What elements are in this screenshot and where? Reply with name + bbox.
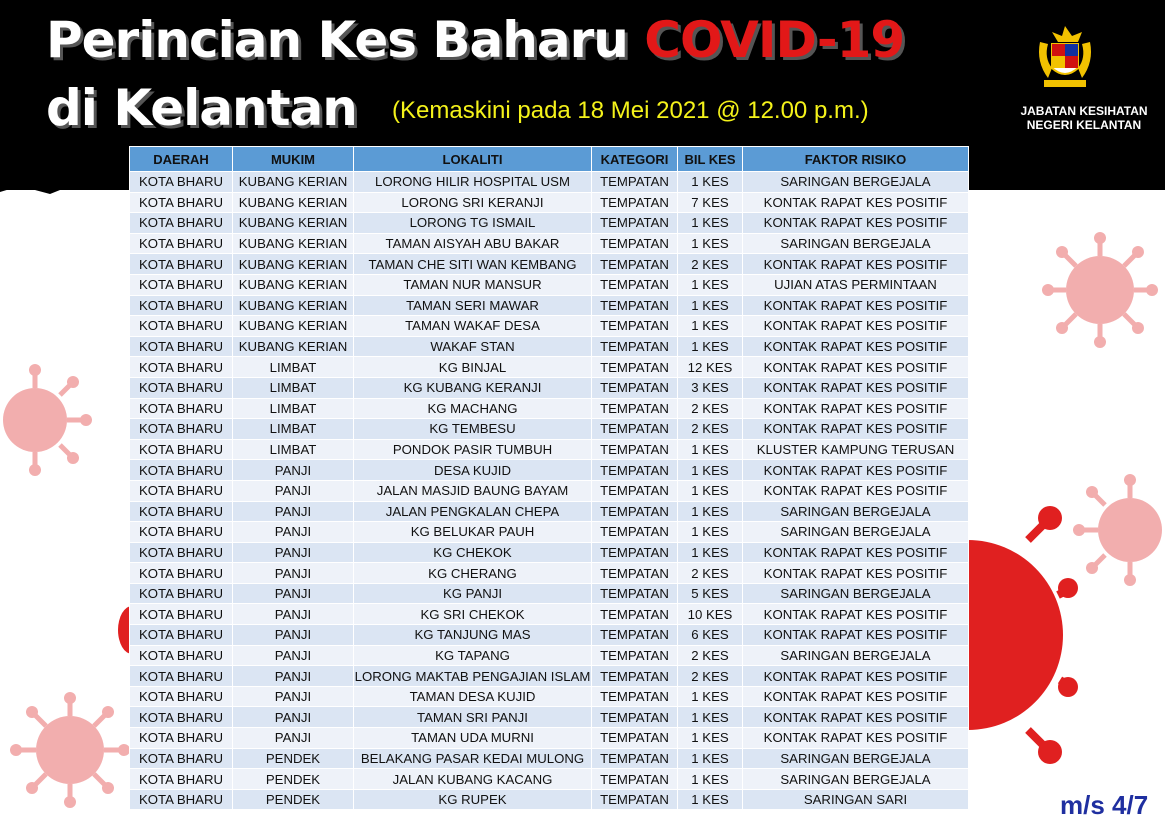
cell-mukim: PANJI	[233, 460, 354, 481]
table-body	[130, 172, 969, 810]
cell-mukim: KUBANG KERIAN	[233, 336, 354, 357]
table-row	[130, 295, 969, 316]
cell-daerah: KOTA BHARU	[130, 789, 233, 810]
cell-mukim: PENDEK	[233, 789, 354, 810]
virus-icon	[0, 690, 135, 810]
cell-bil-kes: 2 KES	[678, 666, 743, 687]
table-row	[130, 728, 969, 749]
cell-mukim: PANJI	[233, 583, 354, 604]
cell-bil-kes: 1 KES	[678, 789, 743, 810]
cell-kategori: TEMPATAN	[592, 316, 678, 337]
cell-mukim: PANJI	[233, 686, 354, 707]
cell-lokaliti: LORONG TG ISMAIL	[354, 213, 592, 234]
cell-bil-kes: 1 KES	[678, 748, 743, 769]
cell-kategori: TEMPATAN	[592, 563, 678, 584]
cell-kategori: TEMPATAN	[592, 625, 678, 646]
cell-mukim: PANJI	[233, 645, 354, 666]
cell-mukim: PANJI	[233, 563, 354, 584]
cell-lokaliti: KG BINJAL	[354, 357, 592, 378]
cell-daerah: KOTA BHARU	[130, 233, 233, 254]
cell-mukim: PENDEK	[233, 769, 354, 790]
cell-mukim: KUBANG KERIAN	[233, 316, 354, 337]
cell-mukim: KUBANG KERIAN	[233, 274, 354, 295]
cell-kategori: TEMPATAN	[592, 419, 678, 440]
cell-faktor-risiko: SARINGAN BERGEJALA	[743, 645, 969, 666]
table-row	[130, 522, 969, 543]
cell-bil-kes: 1 KES	[678, 439, 743, 460]
cell-daerah: KOTA BHARU	[130, 728, 233, 749]
coat-of-arms-icon	[1030, 22, 1100, 92]
cell-daerah: KOTA BHARU	[130, 769, 233, 790]
virus-icon	[0, 360, 95, 480]
cell-kategori: TEMPATAN	[592, 233, 678, 254]
cell-daerah: KOTA BHARU	[130, 542, 233, 563]
cell-mukim: PANJI	[233, 480, 354, 501]
cell-lokaliti: KG SRI CHEKOK	[354, 604, 592, 625]
cell-lokaliti: KG TAPANG	[354, 645, 592, 666]
cell-faktor-risiko: SARINGAN BERGEJALA	[743, 233, 969, 254]
page-title	[46, 12, 904, 68]
cell-bil-kes: 1 KES	[678, 707, 743, 728]
table-row	[130, 192, 969, 213]
cell-mukim: KUBANG KERIAN	[233, 254, 354, 275]
table-row	[130, 707, 969, 728]
cell-lokaliti: KG MACHANG	[354, 398, 592, 419]
table-header-row	[130, 147, 969, 172]
cell-faktor-risiko: KONTAK RAPAT KES POSITIF	[743, 316, 969, 337]
cell-bil-kes: 12 KES	[678, 357, 743, 378]
cell-lokaliti: JALAN KUBANG KACANG	[354, 769, 592, 790]
cell-faktor-risiko: KONTAK RAPAT KES POSITIF	[743, 192, 969, 213]
cell-lokaliti: JALAN PENGKALAN CHEPA	[354, 501, 592, 522]
cell-bil-kes: 1 KES	[678, 501, 743, 522]
cell-bil-kes: 1 KES	[678, 172, 743, 193]
cell-faktor-risiko: KONTAK RAPAT KES POSITIF	[743, 728, 969, 749]
cell-mukim: PANJI	[233, 728, 354, 749]
cell-daerah: KOTA BHARU	[130, 439, 233, 460]
cell-bil-kes: 5 KES	[678, 583, 743, 604]
cell-lokaliti: LORONG SRI KERANJI	[354, 192, 592, 213]
table-row	[130, 789, 969, 810]
cell-bil-kes: 1 KES	[678, 686, 743, 707]
cell-daerah: KOTA BHARU	[130, 460, 233, 481]
col-header-mukim: MUKIM	[233, 147, 354, 172]
cell-faktor-risiko: KONTAK RAPAT KES POSITIF	[743, 604, 969, 625]
cell-faktor-risiko: KONTAK RAPAT KES POSITIF	[743, 707, 969, 728]
cell-mukim: LIMBAT	[233, 398, 354, 419]
cell-kategori: TEMPATAN	[592, 172, 678, 193]
cell-kategori: TEMPATAN	[592, 501, 678, 522]
cell-mukim: KUBANG KERIAN	[233, 213, 354, 234]
cell-lokaliti: KG TEMBESU	[354, 419, 592, 440]
cell-daerah: KOTA BHARU	[130, 666, 233, 687]
cell-mukim: KUBANG KERIAN	[233, 172, 354, 193]
table-row	[130, 460, 969, 481]
cell-lokaliti: KG BELUKAR PAUH	[354, 522, 592, 543]
cell-faktor-risiko: UJIAN ATAS PERMINTAAN	[743, 274, 969, 295]
cell-kategori: TEMPATAN	[592, 274, 678, 295]
cell-kategori: TEMPATAN	[592, 357, 678, 378]
cell-daerah: KOTA BHARU	[130, 604, 233, 625]
cell-bil-kes: 1 KES	[678, 542, 743, 563]
cell-faktor-risiko: SARINGAN BERGEJALA	[743, 172, 969, 193]
table-row	[130, 213, 969, 234]
cell-kategori: TEMPATAN	[592, 707, 678, 728]
cell-mukim: LIMBAT	[233, 439, 354, 460]
cell-lokaliti: DESA KUJID	[354, 460, 592, 481]
cell-bil-kes: 2 KES	[678, 419, 743, 440]
table-row	[130, 357, 969, 378]
cell-daerah: KOTA BHARU	[130, 645, 233, 666]
cell-lokaliti: LORONG MAKTAB PENGAJIAN ISLAM	[354, 666, 592, 687]
cases-table-container	[129, 146, 968, 810]
cell-kategori: TEMPATAN	[592, 542, 678, 563]
cell-bil-kes: 1 KES	[678, 336, 743, 357]
cell-daerah: KOTA BHARU	[130, 583, 233, 604]
table-row	[130, 769, 969, 790]
cell-kategori: TEMPATAN	[592, 460, 678, 481]
cell-bil-kes: 1 KES	[678, 316, 743, 337]
table-row	[130, 686, 969, 707]
cell-daerah: KOTA BHARU	[130, 563, 233, 584]
table-row	[130, 377, 969, 398]
cell-bil-kes: 7 KES	[678, 192, 743, 213]
virus-icon	[1040, 230, 1160, 350]
title-line2: di Kelantan	[46, 79, 357, 137]
cell-faktor-risiko: KONTAK RAPAT KES POSITIF	[743, 336, 969, 357]
col-header-kategori: KATEGORI	[592, 147, 678, 172]
cell-lokaliti: TAMAN CHE SITI WAN KEMBANG	[354, 254, 592, 275]
cell-kategori: TEMPATAN	[592, 728, 678, 749]
title-part1: Perincian Kes Baharu	[46, 11, 628, 69]
cell-faktor-risiko: KONTAK RAPAT KES POSITIF	[743, 686, 969, 707]
cell-faktor-risiko: KONTAK RAPAT KES POSITIF	[743, 398, 969, 419]
table-row	[130, 398, 969, 419]
cell-kategori: TEMPATAN	[592, 583, 678, 604]
table-row	[130, 583, 969, 604]
cell-kategori: TEMPATAN	[592, 748, 678, 769]
cell-faktor-risiko: SARINGAN BERGEJALA	[743, 583, 969, 604]
col-header-lokaliti: LOKALITI	[354, 147, 592, 172]
cell-bil-kes: 1 KES	[678, 728, 743, 749]
cell-faktor-risiko: KONTAK RAPAT KES POSITIF	[743, 460, 969, 481]
table-row	[130, 316, 969, 337]
cell-bil-kes: 1 KES	[678, 522, 743, 543]
cell-kategori: TEMPATAN	[592, 192, 678, 213]
cell-daerah: KOTA BHARU	[130, 336, 233, 357]
cell-daerah: KOTA BHARU	[130, 213, 233, 234]
virus-icon	[968, 500, 1078, 770]
cell-daerah: KOTA BHARU	[130, 419, 233, 440]
cell-kategori: TEMPATAN	[592, 439, 678, 460]
cell-faktor-risiko: KONTAK RAPAT KES POSITIF	[743, 377, 969, 398]
cell-daerah: KOTA BHARU	[130, 295, 233, 316]
cell-faktor-risiko: KONTAK RAPAT KES POSITIF	[743, 666, 969, 687]
table-row	[130, 625, 969, 646]
cell-mukim: PANJI	[233, 666, 354, 687]
cell-kategori: TEMPATAN	[592, 254, 678, 275]
table-row	[130, 480, 969, 501]
cell-kategori: TEMPATAN	[592, 336, 678, 357]
cell-daerah: KOTA BHARU	[130, 522, 233, 543]
col-header-daerah: DAERAH	[130, 147, 233, 172]
cell-kategori: TEMPATAN	[592, 645, 678, 666]
table-row	[130, 419, 969, 440]
cell-bil-kes: 1 KES	[678, 274, 743, 295]
cell-mukim: PANJI	[233, 707, 354, 728]
update-note: (Kemaskini pada 18 Mei 2021 @ 12.00 p.m.)	[392, 97, 869, 124]
cell-bil-kes: 1 KES	[678, 295, 743, 316]
cell-mukim: KUBANG KERIAN	[233, 295, 354, 316]
cell-mukim: PANJI	[233, 542, 354, 563]
table-row	[130, 645, 969, 666]
cell-faktor-risiko: SARINGAN BERGEJALA	[743, 522, 969, 543]
cell-kategori: TEMPATAN	[592, 377, 678, 398]
agency-line1: JABATAN KESIHATAN	[1020, 104, 1148, 118]
cell-lokaliti: KG CHEKOK	[354, 542, 592, 563]
cell-daerah: KOTA BHARU	[130, 377, 233, 398]
cell-lokaliti: TAMAN UDA MURNI	[354, 728, 592, 749]
cell-lokaliti: LORONG HILIR HOSPITAL USM	[354, 172, 592, 193]
cell-mukim: KUBANG KERIAN	[233, 192, 354, 213]
cell-bil-kes: 1 KES	[678, 769, 743, 790]
cell-daerah: KOTA BHARU	[130, 501, 233, 522]
cell-faktor-risiko: KONTAK RAPAT KES POSITIF	[743, 563, 969, 584]
table-row	[130, 542, 969, 563]
cell-bil-kes: 2 KES	[678, 645, 743, 666]
cell-lokaliti: KG RUPEK	[354, 789, 592, 810]
cell-faktor-risiko: KONTAK RAPAT KES POSITIF	[743, 357, 969, 378]
cell-mukim: PANJI	[233, 604, 354, 625]
cell-bil-kes: 1 KES	[678, 213, 743, 234]
col-header-bil-kes: BIL KES	[678, 147, 743, 172]
cell-lokaliti: TAMAN WAKAF DESA	[354, 316, 592, 337]
cell-faktor-risiko: SARINGAN BERGEJALA	[743, 748, 969, 769]
cell-daerah: KOTA BHARU	[130, 192, 233, 213]
cell-daerah: KOTA BHARU	[130, 686, 233, 707]
cell-faktor-risiko: SARINGAN BERGEJALA	[743, 769, 969, 790]
cell-mukim: PENDEK	[233, 748, 354, 769]
cell-mukim: PANJI	[233, 522, 354, 543]
cell-lokaliti: TAMAN DESA KUJID	[354, 686, 592, 707]
agency-line2: NEGERI KELANTAN	[1026, 118, 1142, 132]
cell-kategori: TEMPATAN	[592, 769, 678, 790]
cell-mukim: LIMBAT	[233, 377, 354, 398]
table-row	[130, 501, 969, 522]
cell-bil-kes: 1 KES	[678, 480, 743, 501]
cell-kategori: TEMPATAN	[592, 604, 678, 625]
table-row	[130, 172, 969, 193]
cell-kategori: TEMPATAN	[592, 686, 678, 707]
cell-lokaliti: JALAN MASJID BAUNG BAYAM	[354, 480, 592, 501]
cell-faktor-risiko: KONTAK RAPAT KES POSITIF	[743, 213, 969, 234]
table-row	[130, 336, 969, 357]
cell-kategori: TEMPATAN	[592, 213, 678, 234]
cell-faktor-risiko: SARINGAN SARI	[743, 789, 969, 810]
cell-kategori: TEMPATAN	[592, 522, 678, 543]
agency-name	[1010, 104, 1158, 132]
cell-lokaliti: TAMAN SRI PANJI	[354, 707, 592, 728]
table-row	[130, 439, 969, 460]
cell-faktor-risiko: KLUSTER KAMPUNG TERUSAN	[743, 439, 969, 460]
cell-faktor-risiko: KONTAK RAPAT KES POSITIF	[743, 625, 969, 646]
cell-kategori: TEMPATAN	[592, 480, 678, 501]
col-header-faktor-risiko: FAKTOR RISIKO	[743, 147, 969, 172]
cell-lokaliti: TAMAN NUR MANSUR	[354, 274, 592, 295]
cell-lokaliti: KG TANJUNG MAS	[354, 625, 592, 646]
table-row	[130, 604, 969, 625]
cell-kategori: TEMPATAN	[592, 398, 678, 419]
cell-lokaliti: KG KUBANG KERANJI	[354, 377, 592, 398]
cell-daerah: KOTA BHARU	[130, 707, 233, 728]
cell-bil-kes: 3 KES	[678, 377, 743, 398]
cell-daerah: KOTA BHARU	[130, 748, 233, 769]
cell-mukim: KUBANG KERIAN	[233, 233, 354, 254]
cell-daerah: KOTA BHARU	[130, 357, 233, 378]
cell-faktor-risiko: KONTAK RAPAT KES POSITIF	[743, 254, 969, 275]
cell-daerah: KOTA BHARU	[130, 172, 233, 193]
table-row	[130, 748, 969, 769]
cell-kategori: TEMPATAN	[592, 789, 678, 810]
cell-faktor-risiko: SARINGAN BERGEJALA	[743, 501, 969, 522]
cell-mukim: LIMBAT	[233, 357, 354, 378]
cell-lokaliti: BELAKANG PASAR KEDAI MULONG	[354, 748, 592, 769]
cell-faktor-risiko: KONTAK RAPAT KES POSITIF	[743, 542, 969, 563]
page-number: m/s 4/7	[1060, 790, 1149, 820]
cell-lokaliti: KG PANJI	[354, 583, 592, 604]
cell-daerah: KOTA BHARU	[130, 274, 233, 295]
cell-bil-kes: 1 KES	[678, 460, 743, 481]
cell-faktor-risiko: KONTAK RAPAT KES POSITIF	[743, 419, 969, 440]
table-row	[130, 666, 969, 687]
cell-bil-kes: 2 KES	[678, 254, 743, 275]
cell-mukim: PANJI	[233, 625, 354, 646]
cell-kategori: TEMPATAN	[592, 666, 678, 687]
cell-lokaliti: KG CHERANG	[354, 563, 592, 584]
cell-kategori: TEMPATAN	[592, 295, 678, 316]
cell-daerah: KOTA BHARU	[130, 398, 233, 419]
table-row	[130, 563, 969, 584]
cell-bil-kes: 2 KES	[678, 563, 743, 584]
title-part2: COVID-19	[644, 11, 905, 69]
table-row	[130, 233, 969, 254]
cell-bil-kes: 1 KES	[678, 233, 743, 254]
cell-daerah: KOTA BHARU	[130, 625, 233, 646]
cell-bil-kes: 2 KES	[678, 398, 743, 419]
table-row	[130, 254, 969, 275]
cell-lokaliti: WAKAF STAN	[354, 336, 592, 357]
cell-daerah: KOTA BHARU	[130, 480, 233, 501]
virus-icon	[1070, 470, 1165, 590]
cell-daerah: KOTA BHARU	[130, 316, 233, 337]
cell-mukim: PANJI	[233, 501, 354, 522]
table-row	[130, 274, 969, 295]
cell-bil-kes: 10 KES	[678, 604, 743, 625]
cell-lokaliti: TAMAN AISYAH ABU BAKAR	[354, 233, 592, 254]
cases-table	[129, 146, 969, 810]
cell-lokaliti: TAMAN SERI MAWAR	[354, 295, 592, 316]
cell-lokaliti: PONDOK PASIR TUMBUH	[354, 439, 592, 460]
cell-mukim: LIMBAT	[233, 419, 354, 440]
cell-daerah: KOTA BHARU	[130, 254, 233, 275]
cell-bil-kes: 6 KES	[678, 625, 743, 646]
cell-faktor-risiko: KONTAK RAPAT KES POSITIF	[743, 295, 969, 316]
cell-faktor-risiko: KONTAK RAPAT KES POSITIF	[743, 480, 969, 501]
